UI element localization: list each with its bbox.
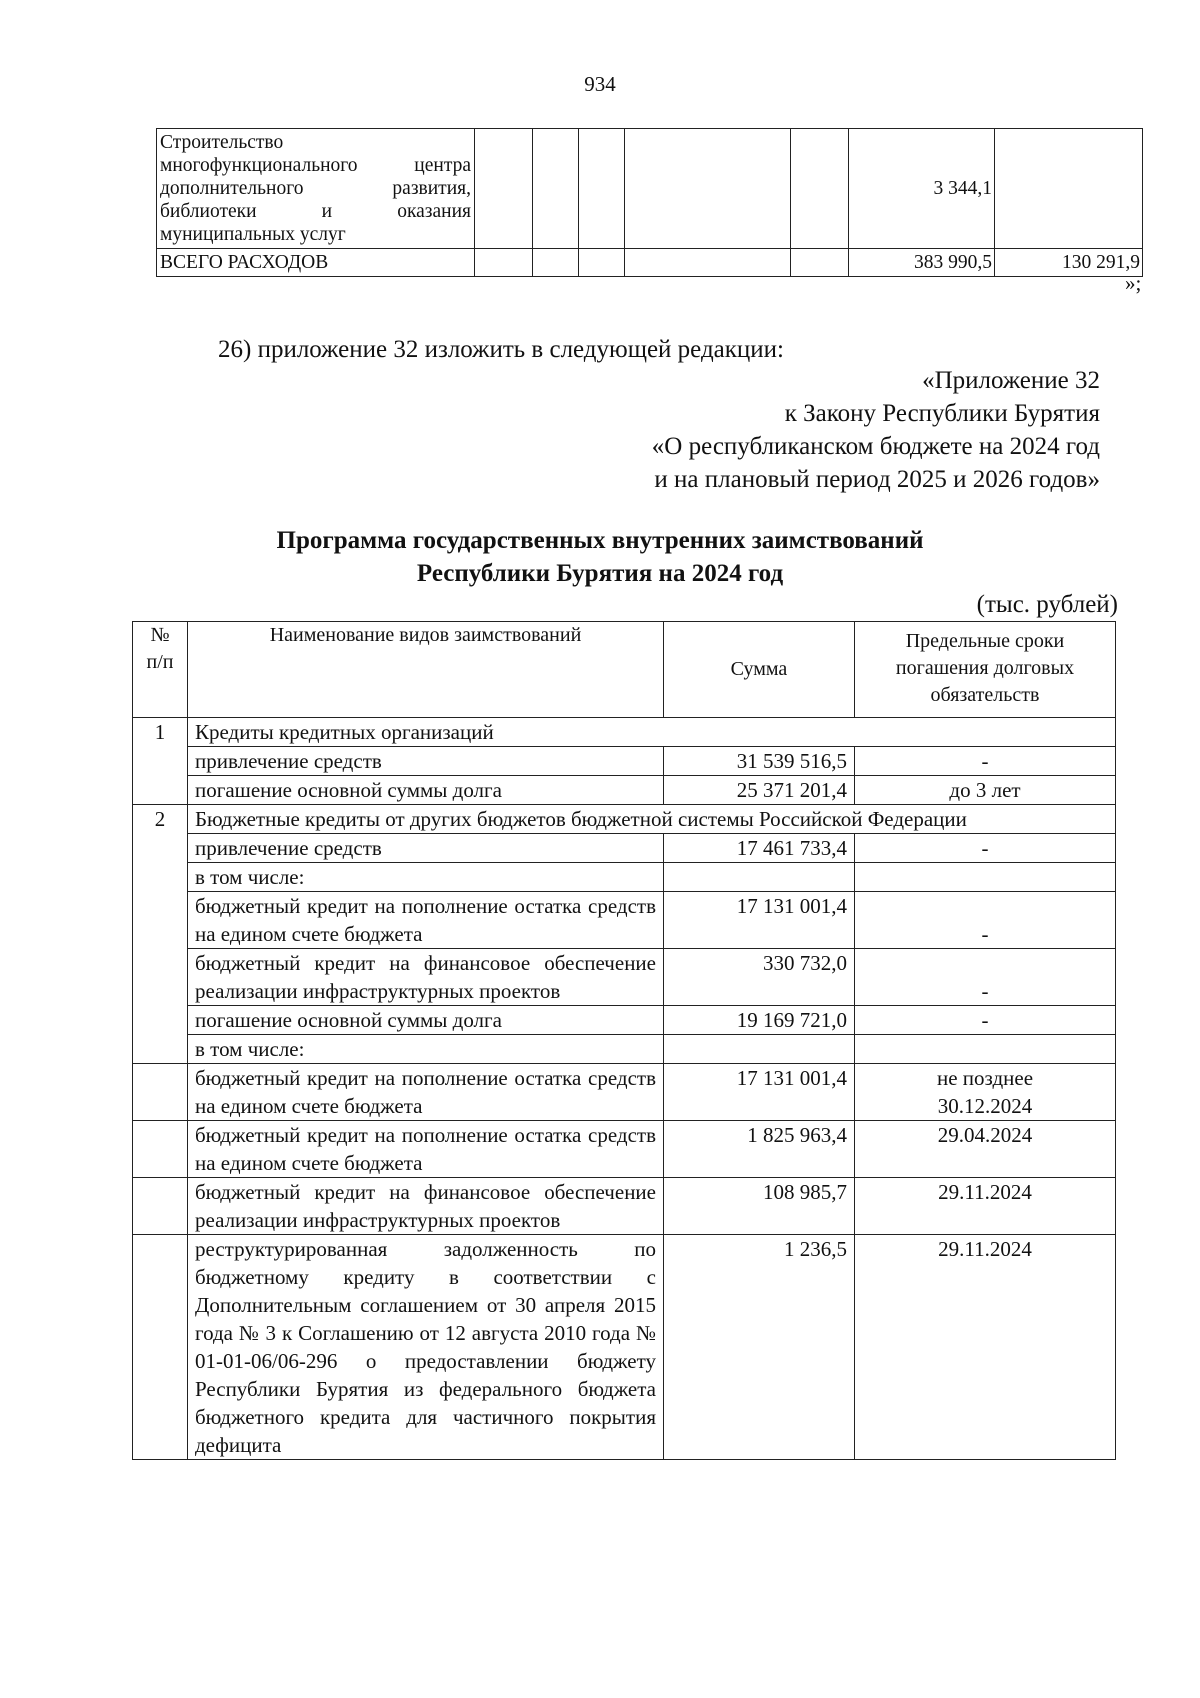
unit-label: (тыс. рублей) (976, 591, 1118, 618)
expense-name-cell: Строительство многофункционального центра дополнительного развития, библиотеки и оказания муниципальных услуг (157, 129, 475, 249)
section-number: 1 (133, 718, 188, 805)
borrowings-table (132, 621, 1116, 1460)
table-header-row (133, 622, 1116, 718)
table-row: бюджетный кредит на финансовое обеспечение реализации инфраструктурных проектов 330 732,0 - (133, 949, 1116, 1006)
header-sum: Сумма (664, 622, 855, 718)
total-sum-cell: 130 291,9 (995, 249, 1143, 277)
table-row: бюджетный кредит на пополнение остатка средств на едином счете бюджета 1 825 963,4 29.04.2024 (133, 1121, 1116, 1178)
table-row (157, 129, 1143, 249)
header-name: Наименование видов заимствований (188, 622, 664, 718)
page-number: 934 (584, 72, 616, 96)
table-row: в том числе: (133, 863, 1116, 892)
table-row-total (157, 249, 1143, 277)
total-sum-cell: 383 990,5 (849, 249, 995, 277)
expense-sum-cell: 3 344,1 (849, 129, 995, 249)
appendix-header: «Приложение 32 к Закону Республики Бурятия «О республиканском бюджете на 2024 год и на плановый период 2025 и 2026 годов» (651, 367, 1100, 493)
table-row: погашение основной суммы долга 25 371 201,4 до 3 лет (133, 776, 1116, 805)
section-title: Бюджетные кредиты от других бюджетов бюджетной системы Российской Федерации (188, 805, 1116, 834)
total-label-cell: ВСЕГО РАСХОДОВ (157, 249, 475, 277)
quote-close: »; (1125, 271, 1142, 295)
header-term: Предельные сроки погашения долговых обязательств (855, 622, 1116, 718)
table-row: погашение основной суммы долга 19 169 721,0 - (133, 1006, 1116, 1035)
expenses-table-continuation (156, 128, 1143, 277)
table-row: реструктурированная задолженность по бюджетному кредиту в соответствии с Дополнительным соглашением от 30 апреля 2015 года № 3 к Соглашению от 12 августа 2010 года № 01-01-06/06-296 о предоставлении бюджету Республики Бурятия из федерального бюджета бюджетного кредита для частичного покрытия дефицита 1 236,5 29.11.2024 (133, 1235, 1116, 1460)
table-row: бюджетный кредит на пополнение остатка средств на едином счете бюджета 17 131 001,4 не позднее 30.12.2024 (133, 1064, 1116, 1121)
table-row: привлечение средств 17 461 733,4 - (133, 834, 1116, 863)
section-number: 2 (133, 805, 188, 1064)
amendment-paragraph: 26) приложение 32 изложить в следующей редакции: (218, 336, 784, 363)
table-row: бюджетный кредит на финансовое обеспечение реализации инфраструктурных проектов 108 985,7 29.11.2024 (133, 1178, 1116, 1235)
table-row: привлечение средств 31 539 516,5 - (133, 747, 1116, 776)
section-title: Кредиты кредитных организаций (188, 718, 1116, 747)
expense-sum-cell (995, 129, 1143, 249)
section-row (133, 805, 1116, 834)
table-row: в том числе: (133, 1035, 1116, 1064)
document-title: Программа государственных внутренних заимствований Республики Бурятия на 2024 год (276, 527, 924, 587)
header-num: № п/п (133, 622, 188, 718)
section-row (133, 718, 1116, 747)
table-row: бюджетный кредит на пополнение остатка средств на едином счете бюджета 17 131 001,4 - (133, 892, 1116, 949)
